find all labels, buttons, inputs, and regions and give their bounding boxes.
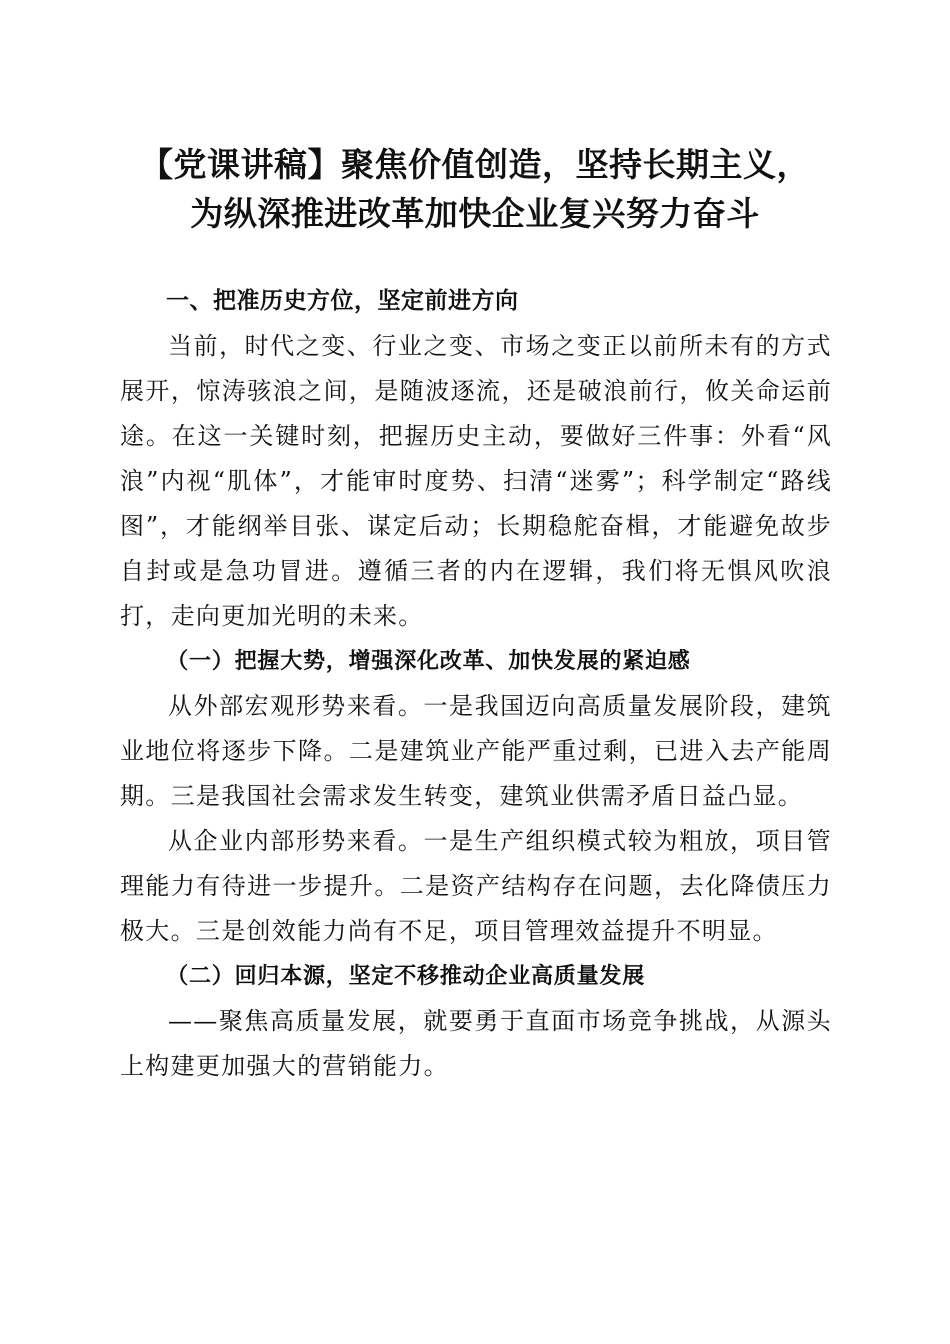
subheading-1: （一）把握大势，增强深化改革、加快发展的紧迫感 <box>166 648 691 674</box>
paragraph-4: ——聚焦高质量发展，就要勇于直面市场竞争挑战，从源头上构建更加强大的营销能力。 <box>120 1007 832 1080</box>
document-body <box>120 279 832 1089</box>
title-line-2: 为纵深推进改革加快企业复兴努力奋斗 <box>190 194 760 233</box>
paragraph-3: 从企业内部形势来看。一是生产组织模式较为粗放，项目管理能力有待进一步提升。二是资产结构存在问题，去化降债压力极大。三是创效能力尚有不足，项目管理效益提升不明显。 <box>120 827 832 945</box>
subheading-2: （二）回归本源，坚定不移推动企业高质量发展 <box>166 963 645 989</box>
title-line-1: 【党课讲稿】聚焦价值创造，坚持长期主义， <box>140 145 810 184</box>
paragraph-2: 从外部宏观形势来看。一是我国迈向高质量发展阶段，建筑业地位将逐步下降。二是建筑业产能严重过剩，已进入去产能周期。三是我国社会需求发生转变，建筑业供需矛盾日益凸显。 <box>120 692 832 810</box>
section-heading-1: 一、把准历史方位，坚定前进方向 <box>166 288 519 314</box>
paragraph-1: 当前，时代之变、行业之变、市场之变正以前所未有的方式展开，惊涛骇浪之间，是随波逐流，还是破浪前行，攸关命运前途。在这一关键时刻，把握历史主动，要做好三件事：外看“风浪”内视“肌体”，才能审时度势、扫清“迷雾”；科学制定“路线图”，才能纲举目张、谋定后动；长期稳舵奋楫，才能避免故步自封或是急功冒进。遵循三者的内在逻辑，我们将无惧风吹浪打，走向更加光明的未来。 <box>120 332 832 630</box>
document-title <box>120 140 830 238</box>
